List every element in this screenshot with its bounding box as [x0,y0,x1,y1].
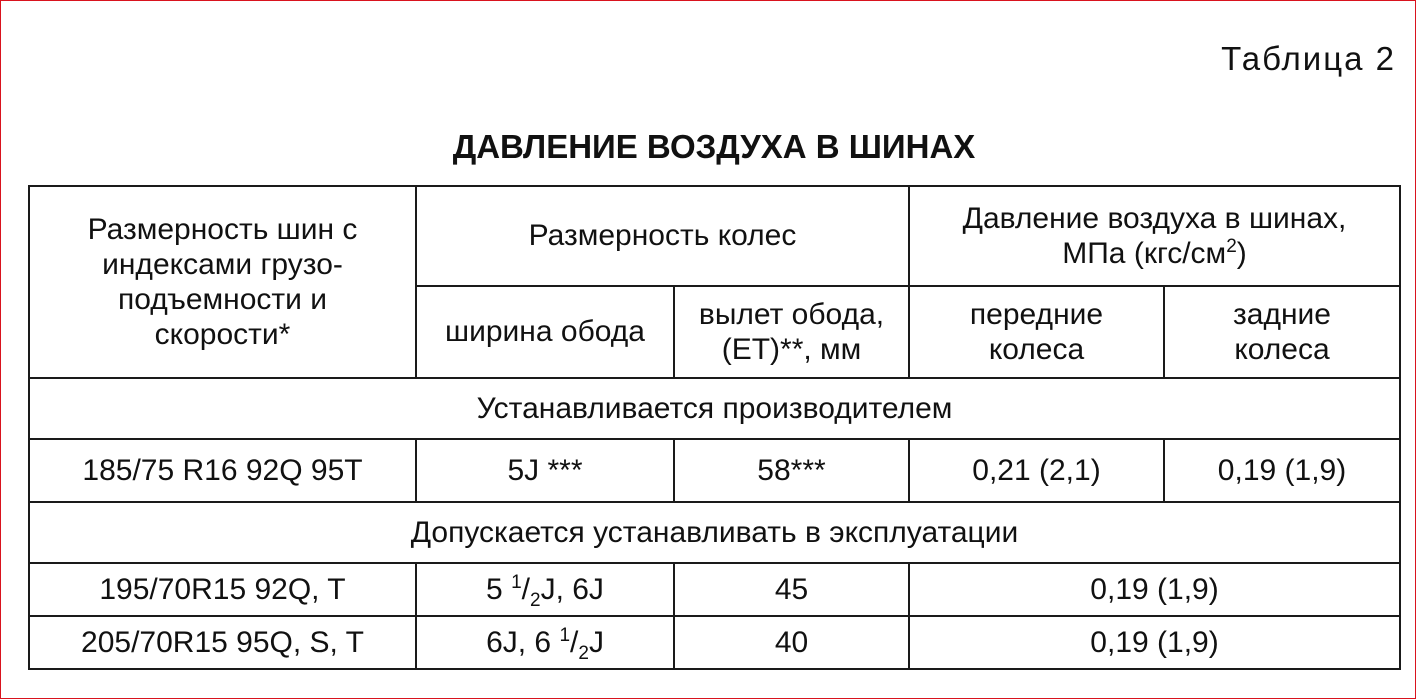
header-wheel-size: Размерность колес [416,186,909,286]
section-row-factory [29,378,1400,439]
cell-rim-width: 6J, 6 $^1/_2J$ [416,616,674,669]
cell-rear-pressure: 0,19 (1,9) [1164,439,1400,502]
section-row-allowed [29,502,1400,563]
cell-pressure: 0,19 (1,9) [909,616,1400,669]
cell-rim-offset: 58*** [674,439,909,502]
table-title: ДАВЛЕНИЕ ВОЗДУХА В ШИНАХ [452,128,976,165]
cell-front-pressure: 0,21 (2,1) [909,439,1164,502]
section-allowed: Допускается устанавливать в эксплуатации [29,502,1400,563]
cell-tire: 205/70R15 95Q, S, T [29,616,416,669]
cell-rim-offset: 45 [674,563,909,616]
header-row-1 [29,186,1400,286]
section-factory: Устанавливается производителем [29,378,1400,439]
cell-pressure: 0,19 (1,9) [909,563,1400,616]
table-row [29,439,1400,502]
cell-rim-width: 5J *** [416,439,674,502]
table-label: Таблица 2 [1221,40,1396,77]
cell-tire: 195/70R15 92Q, T [29,563,416,616]
table-row [29,616,1400,669]
cell-tire: 185/75 R16 92Q 95T [29,439,416,502]
header-rim-width: ширина обода [416,286,674,379]
table-row [29,563,1400,616]
header-pressure: Давление воздуха в шинах, МПа $(кгс/см^2)$ [909,186,1400,286]
header-rear-wheels: задние колеса [1164,286,1400,379]
header-front-wheels: передние колеса [909,286,1164,379]
header-tire-size: Размерность шин с индексами грузо- подъемности и скорости* [29,186,416,378]
cell-rim-width: 5 $^1/_2J$, 6J [416,563,674,616]
tire-pressure-table [28,185,1401,670]
header-rim-offset: вылет обода, (ЕТ)**, мм [674,286,909,379]
cell-rim-offset: 40 [674,616,909,669]
